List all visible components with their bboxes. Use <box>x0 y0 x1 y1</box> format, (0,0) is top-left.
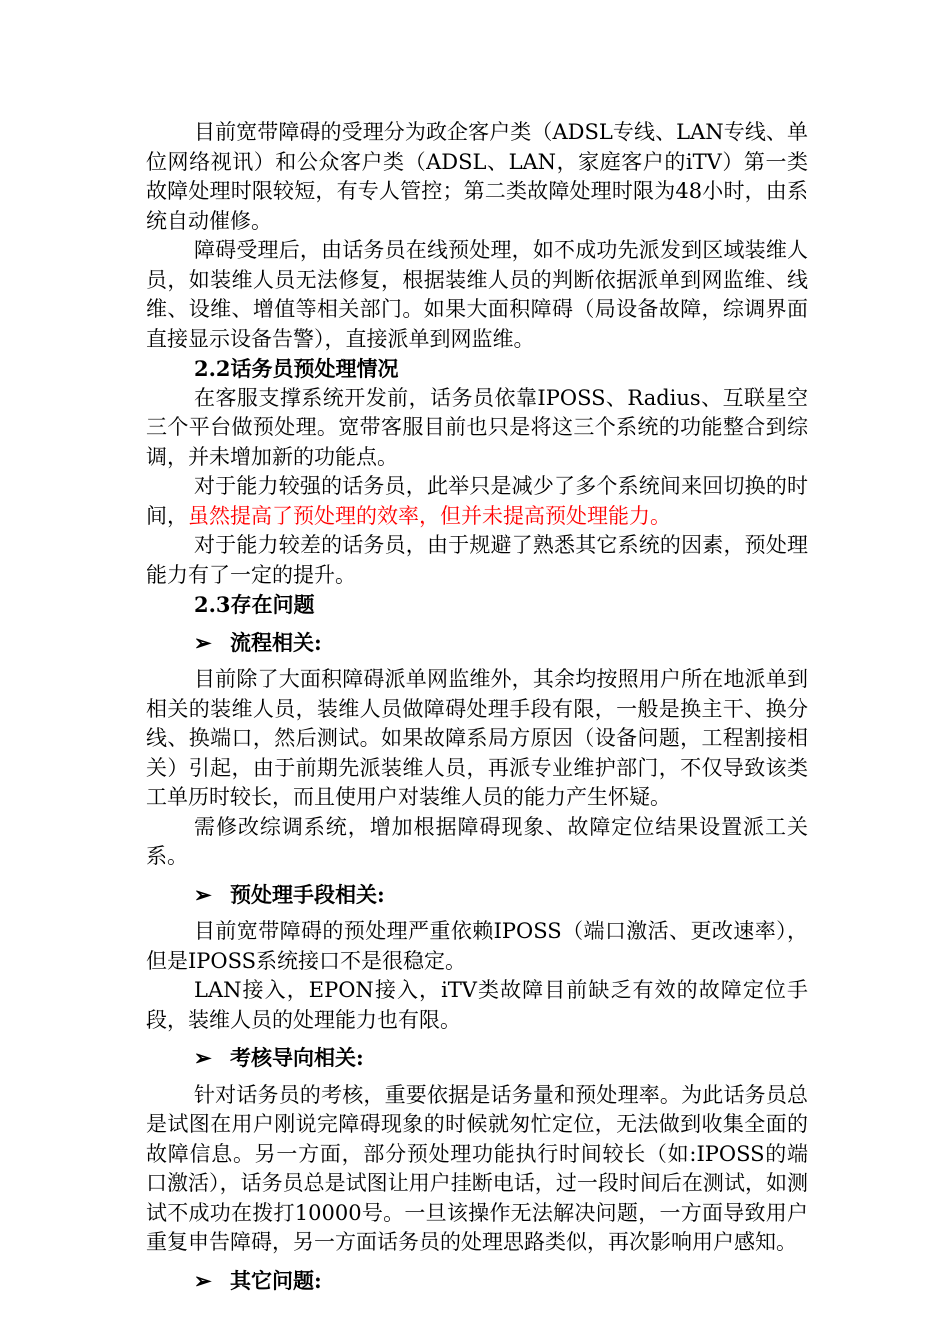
highlighted-conclusion: 虽然提高了预处理的效率，但并未提高预处理能力。 <box>188 503 671 528</box>
bullet-heading-other-label: 其它问题: <box>230 1267 322 1293</box>
bullet-heading-assessment <box>146 1043 808 1073</box>
paragraph-lan-epon-itv: LAN接入，EPON接入，iTV类故障目前缺乏有效的故障定位手段，装维人员的处理能力也有限。 <box>146 978 808 1032</box>
document-page <box>146 118 808 1303</box>
bullet-heading-process-label: 流程相关: <box>230 629 322 655</box>
paragraph-acceptance-categories: 目前宽带障碍的受理分为政企客户类（ADSL专线、LAN专线、单位网络视讯）和公众客户类（ADSL、LAN，家庭客户的iTV）第一类故障处理时限较短，有专人管控；第二类故障处理时限为48小时，由系统自动催修。 <box>146 120 808 233</box>
arrow-bullet-icon: ➢ <box>194 1045 212 1070</box>
paragraph-weak-operators: 对于能力较差的话务员，由于规避了熟悉其它系统的因素，预处理能力有了一定的提升。 <box>146 533 808 587</box>
paragraph-dispatch-process: 障碍受理后，由话务员在线预处理，如不成功先派发到区域装维人员，如装维人员无法修复，根据装维人员的判断依据派单到网监维、线维、设维、增值等相关部门。如果大面积障碍（局设备故障，综调界面直接显示设备告警），直接派单到网监维。 <box>146 238 808 351</box>
paragraph-strong-operators-text: 对于能力较强的话务员，此举只是减少了多个系统间来回切换的时间， <box>146 474 808 528</box>
paragraph-support-system: 在客服支撑系统开发前，话务员依靠IPOSS、Radius、互联星空三个平台做预处理。宽带客服目前也只是将这三个系统的功能整合到综调，并未增加新的功能点。 <box>146 385 808 469</box>
bullet-heading-assessment-label: 考核导向相关: <box>230 1045 364 1070</box>
paragraph-assessment-issues: 针对话务员的考核，重要依据是话务量和预处理率。为此话务员总是试图在用户刚说完障碍现象的时候就匆忙定位，无法做到收集全面的故障信息。另一方面，部分预处理功能执行时间较长（如:IPOSS的端口激活），话务员总是试图让用户挂断电话，过一段时间后在测试，如测试不成功在拨打10000号。一旦该操作无法解决问题，一方面导致用户重复申告障碍，另一方面话务员的处理思路类似，再次影响用户感知。 <box>146 1082 808 1254</box>
bullet-heading-other <box>146 1266 808 1296</box>
arrow-bullet-icon: ➢ <box>194 629 212 655</box>
arrow-bullet-icon: ➢ <box>194 1267 212 1293</box>
paragraph-iposs-dependency: 目前宽带障碍的预处理严重依赖IPOSS（端口激活、更改速率），但是IPOSS系统接口不是很稳定。 <box>146 919 808 973</box>
section-heading-2-3: 2.3存在问题 <box>194 592 315 617</box>
arrow-bullet-icon: ➢ <box>194 881 212 907</box>
bullet-heading-preprocess-means <box>146 880 808 910</box>
section-heading-2-2: 2.2话务员预处理情况 <box>194 356 399 381</box>
bullet-heading-process <box>146 628 808 658</box>
bullet-heading-preprocess-means-label: 预处理手段相关: <box>230 881 385 907</box>
paragraph-process-fix: 需修改综调系统，增加根据障碍现象、故障定位结果设置派工关系。 <box>146 814 808 868</box>
paragraph-process-issues: 目前除了大面积障碍派单网监维外，其余均按照用户所在地派单到相关的装维人员，装维人员做障碍处理手段有限，一般是换主干、换分线、换端口，然后测试。如果故障系局方原因（设备问题，工程割接相关）引起，由于前期先派装维人员，再派专业维护部门，不仅导致该类工单历时较长，而且使用户对装维人员的能力产生怀疑。 <box>146 667 808 809</box>
paragraph-strong-operators <box>146 472 808 531</box>
